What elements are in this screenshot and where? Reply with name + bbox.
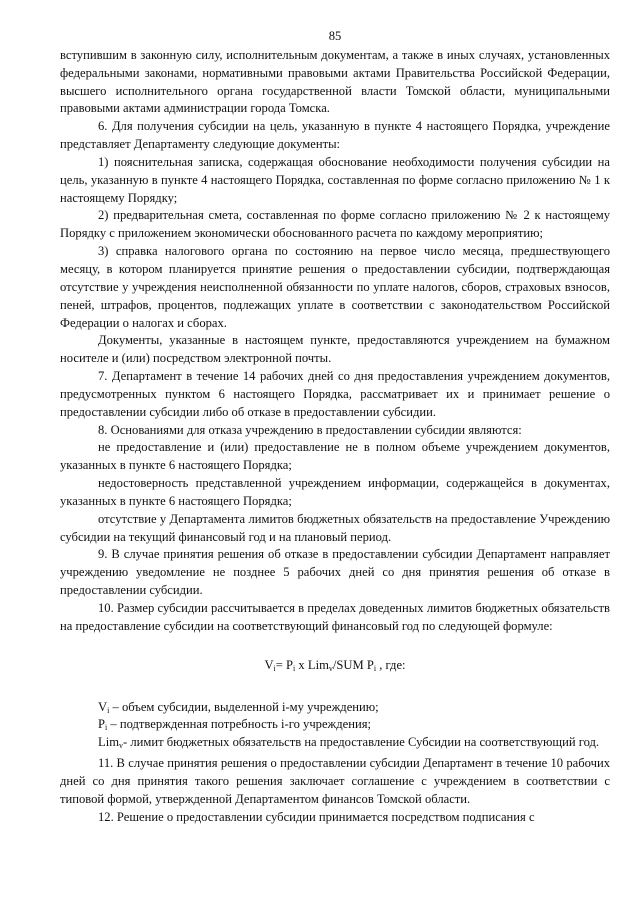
formula-sum-sub: i (373, 663, 377, 673)
paragraph: не предоставление и (или) предоставление не в полном объеме учреждением документов, указанных в пункте 6 настоящего Порядка; (60, 440, 610, 473)
definition-subscript: v (119, 741, 123, 751)
paragraph: недостоверность представленной учреждением информации, содержащейся в документах, указанных в пункте 6 настоящего Порядка; (60, 476, 610, 508)
page-number: 85 (328, 29, 342, 43)
definition-subscript: i (107, 705, 110, 715)
formula-mid: x Lim (295, 657, 329, 672)
definition-text: – объем субсидии, выделенной i-му учреждению; (109, 699, 379, 714)
paragraph: вступившим в законную силу, исполнительным документам, а также в иных случаях, установленных федеральными законами, нормативными правовыми актами Правительства Российской Федерации, высшего исполнительного органа государственной власти Томской области, муниципальными правовыми актами администрации города Томска. (60, 47, 610, 116)
definition-item (60, 716, 610, 734)
formula-eq: = P (275, 657, 294, 672)
formula-p-sub: i (293, 663, 296, 673)
paragraph: Документы, указанные в настоящем пункте, предоставляются учреждением на бумажном носителе и (или) посредством электронной почты. (60, 333, 610, 366)
formula-rest: /SUM P (332, 657, 374, 672)
formula-lim-sub: v (328, 663, 333, 673)
paragraph: 11. В случае принятия решения о предоставлении субсидии Департамент в течение 10 рабочих дней со дня принятия такого решения заключает соглашение с учреждением в соответствии с типовой формой, утвержденной Департаментом финансов Томской области. (60, 756, 610, 806)
definition-symbol: Lim (98, 735, 119, 750)
paragraph: 8. Основаниями для отказа учреждению в предоставлении субсидии являются: (98, 422, 522, 437)
formula-v: V (264, 657, 274, 672)
formula-tail: , где: (376, 657, 406, 672)
definition-text: – подтвержденная потребность i-го учреждения; (107, 717, 372, 732)
paragraph: 6. Для получения субсидии на цель, указанную в пункте 4 настоящего Порядка, учреждение представляет Департаменту следующие документы: (60, 119, 610, 152)
paragraph: 7. Департамент в течение 14 рабочих дней со дня предоставления учреждением документов, предусмотренных пунктом 6 настоящего Порядка, рассматривает их и принимает решение о предоставлении субсидии либо об отказе в предоставлении субсидии. (60, 369, 610, 419)
definition-text: - лимит бюджетных обязательств на предоставление Субсидии на соответствующий год. (123, 735, 600, 750)
paragraph: 1) пояснительная записка, содержащая обоснование необходимости получения субсидии на цель, указанную в пункте 4 настоящего Порядка, составленная по форме согласно приложению № 1 к настоящему Порядку; (60, 154, 610, 205)
definition-item (60, 699, 610, 717)
definition-symbol: V (98, 699, 108, 714)
formula-v-sub: i (273, 663, 276, 673)
definition-symbol: P (98, 717, 106, 732)
paragraph: 9. В случае принятия решения об отказе в предоставлении субсидии Департамент направляет учреждению уведомление не позднее 5 рабочих дней со дня принятия решения об отказе в предоставлении субсидии. (60, 547, 610, 598)
paragraph: 2) предварительная смета, составленная по форме согласно приложению № 2 к настоящему Порядку с приложением экономически обоснованного расчета по каждому мероприятию; (60, 208, 610, 241)
definition-item (60, 734, 610, 752)
paragraph: 3) справка налогового органа по состоянию на первое число месяца, предшествующего месяцу, в котором планируется принятие решения о предоставлении субсидии, подтверждающая отсутствие у учреждения неисполненной обязанности по уплате налогов, сборов, страховых взносов, пеней, штрафов, процентов, подлежащих уплате в соответствии с законодательством Российской Федерации о налогах и сборах. (60, 244, 610, 330)
paragraph: отсутствие у Департамента лимитов бюджетных обязательств на предоставление Учреждению субсидии на текущий финансовый год и на плановый период. (60, 511, 610, 544)
paragraph: 12. Решение о предоставлении субсидии принимается посредством подписания с (98, 809, 535, 824)
paragraph: 10. Размер субсидии рассчитывается в пределах доведенных лимитов бюджетных обязательств на предоставление субсидии на соответствующий финансовый год по следующей формуле: (60, 601, 610, 633)
definition-subscript: i (105, 723, 108, 733)
formula (60, 657, 610, 675)
